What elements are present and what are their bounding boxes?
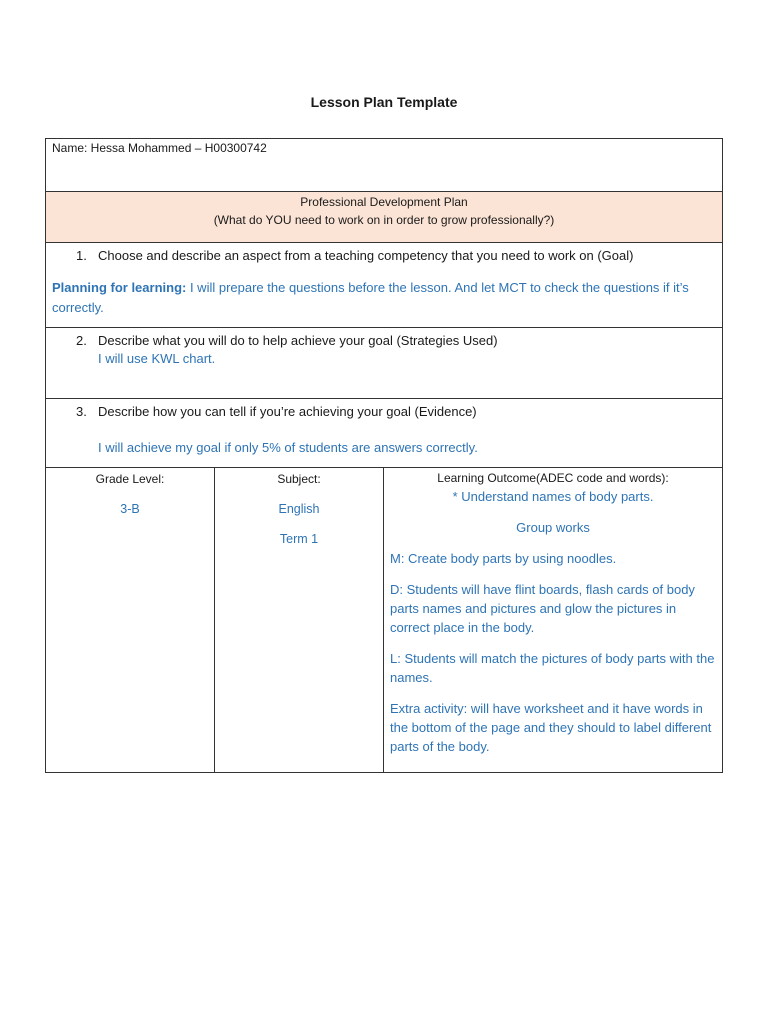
goal-section [46, 243, 723, 328]
goal-answer-text: I will prepare the questions before the lesson. And let MCT to check the questions if it’s correctly. [52, 280, 689, 315]
goal-question [76, 247, 722, 265]
evidence-number: 3. [76, 404, 87, 419]
evidence-section [46, 399, 723, 468]
grade-level-value: 3-B [120, 502, 140, 516]
learning-outcome-label: Learning Outcome(ADEC code and words): [437, 471, 669, 485]
pdp-subtitle: (What do YOU need to work on in order to grow professionally?) [213, 213, 555, 227]
subject-value: English [278, 502, 320, 516]
activity-l: L: Students will match the pictures of body parts with the names. [390, 651, 715, 685]
grade-level-label: Grade Level: [95, 472, 165, 486]
strategies-question-text: Describe what you will do to help achieve your goal (Strategies Used) [98, 333, 498, 348]
grade-level-cell [46, 468, 215, 773]
learning-outcome-cell [384, 468, 723, 773]
subject-term: Term 1 [279, 532, 319, 546]
strategies-question [76, 332, 722, 350]
activity-m: M: Create body parts by using noodles. [390, 551, 617, 566]
pdp-title: Professional Development Plan [300, 195, 468, 209]
strategies-section [46, 328, 723, 399]
page-title: Lesson Plan Template [310, 94, 458, 110]
learning-objective: * Understand names of body parts. [452, 489, 654, 504]
learning-outcome-body [384, 487, 722, 756]
pdp-header-cell [46, 192, 723, 243]
goal-question-text: Choose and describe an aspect from a teaching competency that you need to work on (Goal) [98, 248, 634, 263]
strategies-number: 2. [76, 333, 87, 348]
goal-answer-label: Planning for learning: [52, 280, 187, 295]
evidence-question [76, 403, 722, 421]
evidence-question-text: Describe how you can tell if you’re achieving your goal (Evidence) [98, 404, 477, 419]
goal-answer [52, 278, 712, 318]
activity-d: D: Students will have flint boards, flash cards of body parts names and pictures and glow the pictures in correct place in the body. [390, 582, 695, 635]
group-works: Group works [516, 520, 590, 535]
evidence-answer: I will achieve my goal if only 5% of students are answers correctly. [98, 440, 478, 455]
subject-cell [215, 468, 384, 773]
activity-extra: Extra activity: will have worksheet and it have words in the bottom of the page and they should to label different parts of the body. [390, 701, 712, 754]
lesson-plan-table [45, 138, 723, 773]
student-name: Name: Hessa Mohammed – H00300742 [52, 141, 267, 155]
name-cell [46, 139, 723, 192]
strategies-answer: I will use KWL chart. [98, 351, 216, 366]
subject-label: Subject: [277, 472, 321, 486]
goal-number: 1. [76, 248, 87, 263]
